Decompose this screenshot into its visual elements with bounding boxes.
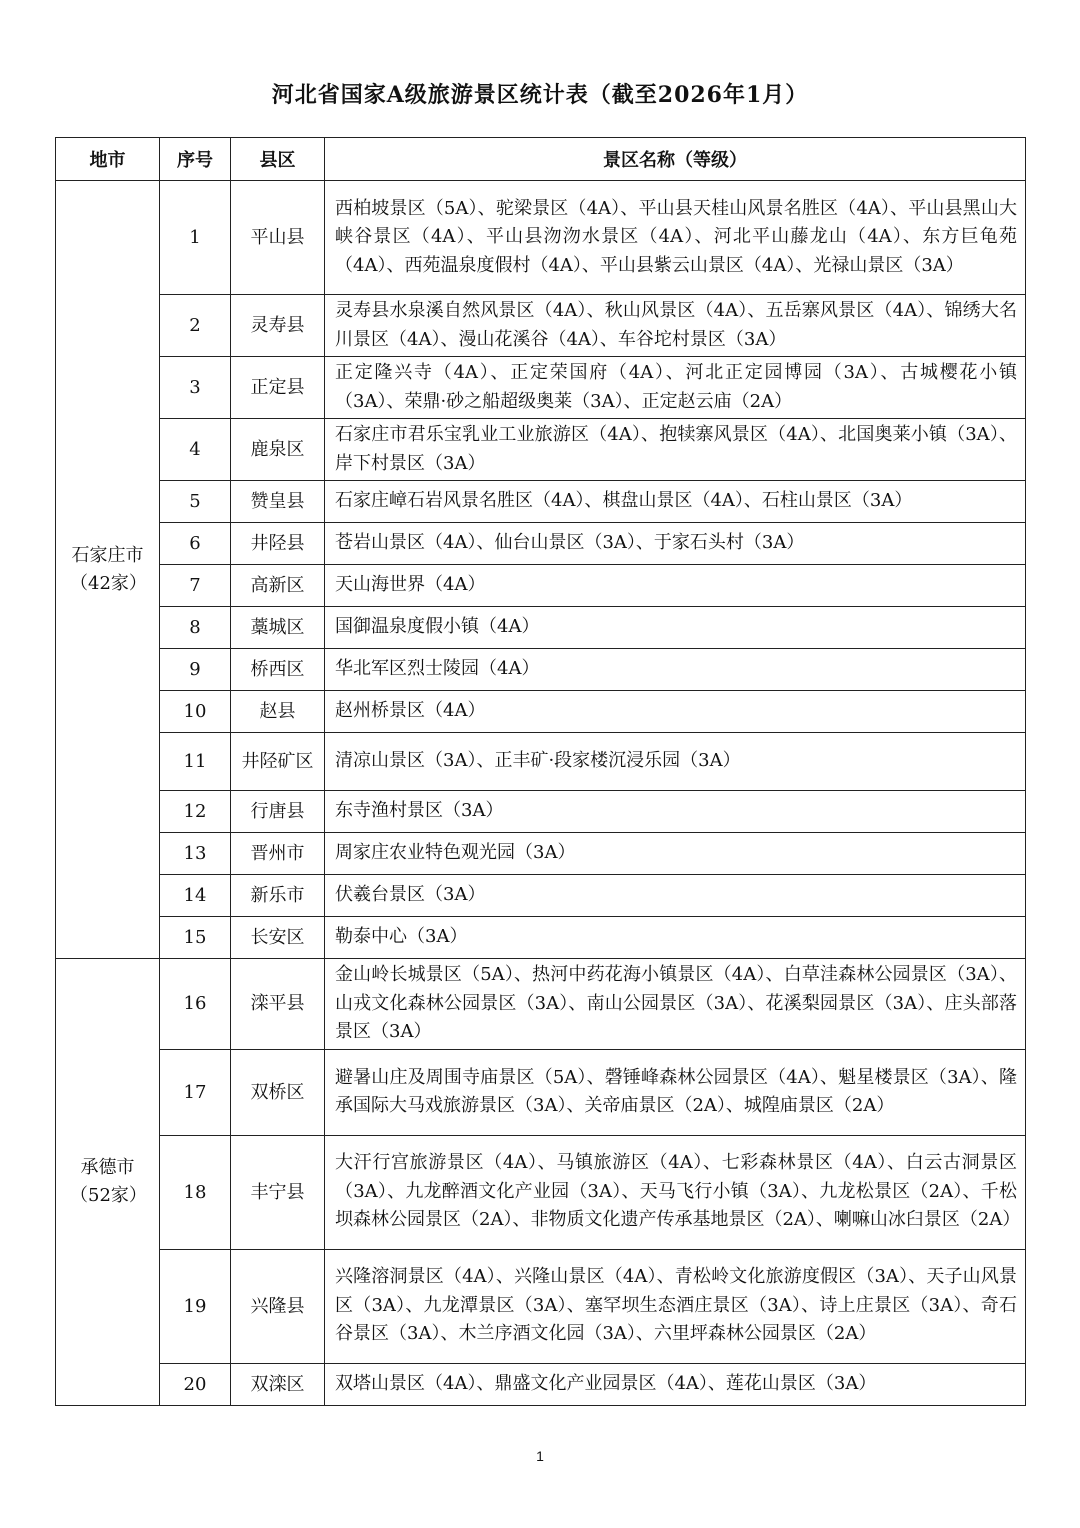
spots-cell: 石家庄嶂石岩风景名胜区（4A）、棋盘山景区（4A）、石柱山景区（3A）	[325, 481, 1026, 523]
page-title: 河北省国家A级旅游景区统计表（截至2026年1月）	[271, 82, 809, 108]
spots-cell: 周家庄农业特色观光园（3A）	[325, 833, 1026, 875]
county-cell: 赵县	[231, 691, 325, 733]
spots-cell: 苍岩山景区（4A）、仙台山景区（3A）、于家石头村（3A）	[325, 523, 1026, 565]
header-county: 县区	[231, 138, 325, 181]
spots-cell: 石家庄市君乐宝乳业工业旅游区（4A）、抱犊寨风景区（4A）、北国奥莱小镇（3A）、岸下村景区（3A）	[325, 419, 1026, 481]
table-row	[56, 419, 1026, 481]
county-cell: 鹿泉区	[231, 419, 325, 481]
scenic-area-table	[55, 137, 1026, 1406]
table-row	[56, 733, 1026, 791]
row-number: 7	[160, 565, 231, 607]
county-cell: 新乐市	[231, 875, 325, 917]
header-city: 地市	[56, 138, 160, 181]
county-cell: 双滦区	[231, 1363, 325, 1405]
row-number: 6	[160, 523, 231, 565]
city-cell: 石家庄市（42家）	[56, 181, 160, 959]
row-number: 13	[160, 833, 231, 875]
table-row	[56, 481, 1026, 523]
county-cell: 丰宁县	[231, 1135, 325, 1249]
row-number: 10	[160, 691, 231, 733]
table-row	[56, 181, 1026, 295]
row-number: 1	[160, 181, 231, 295]
table-row	[56, 1363, 1026, 1405]
table-row	[56, 791, 1026, 833]
row-number: 2	[160, 295, 231, 357]
spots-cell: 兴隆溶洞景区（4A）、兴隆山景区（4A）、青松岭文化旅游度假区（3A）、天子山风景区（3A）、九龙潭景区（3A）、塞罕坝生态酒庄景区（3A）、诗上庄景区（3A）、奇石谷景区（3A）、木兰序酒文化园（3A）、六里坪森林公园景区（2A）	[325, 1249, 1026, 1363]
table-row	[56, 875, 1026, 917]
table-row	[56, 917, 1026, 959]
county-cell: 灵寿县	[231, 295, 325, 357]
spots-cell: 东寺渔村景区（3A）	[325, 791, 1026, 833]
spots-cell: 双塔山景区（4A）、鼎盛文化产业园景区（4A）、莲花山景区（3A）	[325, 1363, 1026, 1405]
county-cell: 晋州市	[231, 833, 325, 875]
county-cell: 兴隆县	[231, 1249, 325, 1363]
row-number: 14	[160, 875, 231, 917]
county-cell: 藁城区	[231, 607, 325, 649]
county-cell: 长安区	[231, 917, 325, 959]
county-cell: 赞皇县	[231, 481, 325, 523]
row-number: 18	[160, 1135, 231, 1249]
county-cell: 桥西区	[231, 649, 325, 691]
spots-cell: 勒泰中心（3A）	[325, 917, 1026, 959]
county-cell: 滦平县	[231, 959, 325, 1050]
spots-cell: 大汗行宫旅游景区（4A）、马镇旅游区（4A）、七彩森林景区（4A）、白云古洞景区（3A）、九龙醉酒文化产业园（3A）、天马飞行小镇（3A）、九龙松景区（2A）、千松坝森林公园景区（2A）、非物质文化遗产传承基地景区（2A）、喇嘛山冰臼景区（2A）	[325, 1135, 1026, 1249]
table-row	[56, 523, 1026, 565]
county-cell: 双桥区	[231, 1049, 325, 1135]
row-number: 19	[160, 1249, 231, 1363]
city-cell: 承德市（52家）	[56, 959, 160, 1406]
table-row	[56, 1049, 1026, 1135]
row-number: 4	[160, 419, 231, 481]
row-number: 3	[160, 357, 231, 419]
spots-cell: 金山岭长城景区（5A）、热河中药花海小镇景区（4A）、白草洼森林公园景区（3A）、山戎文化森林公园景区（3A）、南山公园景区（3A）、花溪梨园景区（3A）、庄头部落景区（3A）	[325, 959, 1026, 1050]
spots-cell: 清凉山景区（3A）、正丰矿·段家楼沉浸乐园（3A）	[325, 733, 1026, 791]
county-cell: 行唐县	[231, 791, 325, 833]
row-number: 12	[160, 791, 231, 833]
table-row	[56, 691, 1026, 733]
row-number: 17	[160, 1049, 231, 1135]
county-cell: 高新区	[231, 565, 325, 607]
table-row	[56, 649, 1026, 691]
county-cell: 井陉县	[231, 523, 325, 565]
spots-cell: 国御温泉度假小镇（4A）	[325, 607, 1026, 649]
table-row	[56, 607, 1026, 649]
spots-cell: 伏羲台景区（3A）	[325, 875, 1026, 917]
table-header-row	[56, 138, 1026, 181]
spots-cell: 天山海世界（4A）	[325, 565, 1026, 607]
table-row	[56, 833, 1026, 875]
row-number: 5	[160, 481, 231, 523]
header-spots: 景区名称（等级）	[325, 138, 1026, 181]
row-number: 16	[160, 959, 231, 1050]
table-row	[56, 357, 1026, 419]
spots-cell: 灵寿县水泉溪自然风景区（4A）、秋山风景区（4A）、五岳寨风景区（4A）、锦绣大名川景区（4A）、漫山花溪谷（4A）、车谷坨村景区（3A）	[325, 295, 1026, 357]
spots-cell: 赵州桥景区（4A）	[325, 691, 1026, 733]
row-number: 11	[160, 733, 231, 791]
header-no: 序号	[160, 138, 231, 181]
row-number: 9	[160, 649, 231, 691]
row-number: 8	[160, 607, 231, 649]
county-cell: 正定县	[231, 357, 325, 419]
row-number: 20	[160, 1363, 231, 1405]
table-row	[56, 1135, 1026, 1249]
table-body	[56, 181, 1026, 1406]
spots-cell: 避暑山庄及周围寺庙景区（5A）、磬锤峰森林公园景区（4A）、魁星楼景区（3A）、隆承国际大马戏旅游景区（3A）、关帝庙景区（2A）、城隍庙景区（2A）	[325, 1049, 1026, 1135]
spots-cell: 华北军区烈士陵园（4A）	[325, 649, 1026, 691]
county-cell: 平山县	[231, 181, 325, 295]
table-row	[56, 295, 1026, 357]
table-row	[56, 959, 1026, 1050]
table-row	[56, 565, 1026, 607]
page-number: 1	[536, 1448, 544, 1464]
spots-cell: 西柏坡景区（5A）、驼梁景区（4A）、平山县天桂山风景名胜区（4A）、平山县黑山大峡谷景区（4A）、平山县沕沕水景区（4A）、河北平山藤龙山（4A）、东方巨龟苑（4A）、西苑温泉度假村（4A）、平山县紫云山景区（4A）、光禄山景区（3A）	[325, 181, 1026, 295]
row-number: 15	[160, 917, 231, 959]
spots-cell: 正定隆兴寺（4A）、正定荣国府（4A）、河北正定园博园（3A）、古城樱花小镇（3A）、荣鼎·砂之船超级奥莱（3A）、正定赵云庙（2A）	[325, 357, 1026, 419]
county-cell: 井陉矿区	[231, 733, 325, 791]
table-row	[56, 1249, 1026, 1363]
